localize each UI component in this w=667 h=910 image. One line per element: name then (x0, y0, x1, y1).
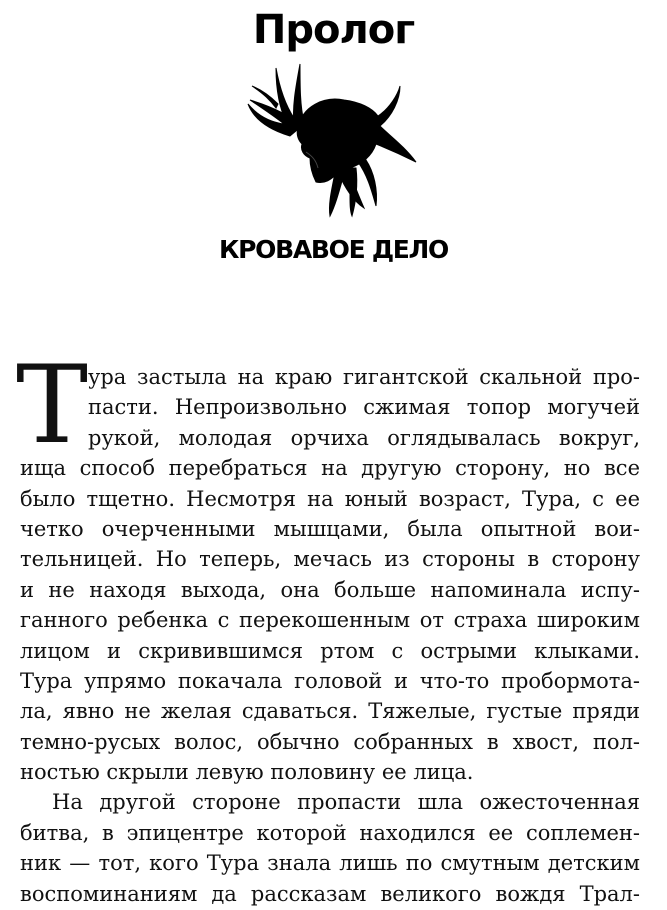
text-line: На другой стороне пропасти шла ожесточенная (52, 790, 640, 815)
text-line: и не находя выхода, она больше напоминала испу- (20, 577, 640, 602)
text-line: темно-русых волос, обычно собранных в хвост, пол- (20, 729, 640, 754)
text-line: ностью скрыли левую половину ее лица. (20, 760, 474, 785)
text-line: тельницей. Но теперь, мечась из стороны в сторону (20, 547, 640, 572)
text-line: Тура упрямо покачала головой и что-то пробормота- (20, 668, 640, 693)
chapter-subtitle: КРОВАВОЕ ДЕЛО (219, 235, 448, 264)
horned-head-silhouette-icon (240, 56, 420, 218)
text-line: ник — тот, кого Тура знала лишь по смутным детским (20, 851, 640, 876)
chapter-title: Пролог (252, 7, 415, 53)
paragraph-2 (20, 787, 640, 909)
text-line: рукой, молодая орчиха оглядывалась вокруг, (88, 425, 640, 450)
paragraph-1 (20, 362, 640, 787)
text-line: пасти. Непроизвольно сжимая топор могучей (88, 395, 640, 420)
text-line: лицом и скривившимся ртом с острыми клыками. (20, 638, 640, 663)
text-line: ища способ перебраться на другую сторону, но все (20, 456, 640, 481)
drop-cap: Т (16, 343, 89, 468)
body-text (16, 343, 640, 909)
text-line: ла, явно не желая сдаваться. Тяжелые, густые пряди (20, 699, 640, 724)
text-line: четко очерченными мышцами, была опытной вои- (20, 516, 640, 541)
text-line: воспоминаниям да рассказам великого вождя Трал- (20, 881, 640, 906)
text-line: ганного ребенка с перекошенным от страха широким (20, 608, 640, 633)
text-line: битва, в эпицентре которой находился ее соплемен- (20, 820, 640, 845)
text-line: было тщетно. Несмотря на юный возраст, Тура, с ее (20, 486, 640, 511)
text-line: ура застыла на краю гигантской скальной про- (88, 365, 640, 389)
